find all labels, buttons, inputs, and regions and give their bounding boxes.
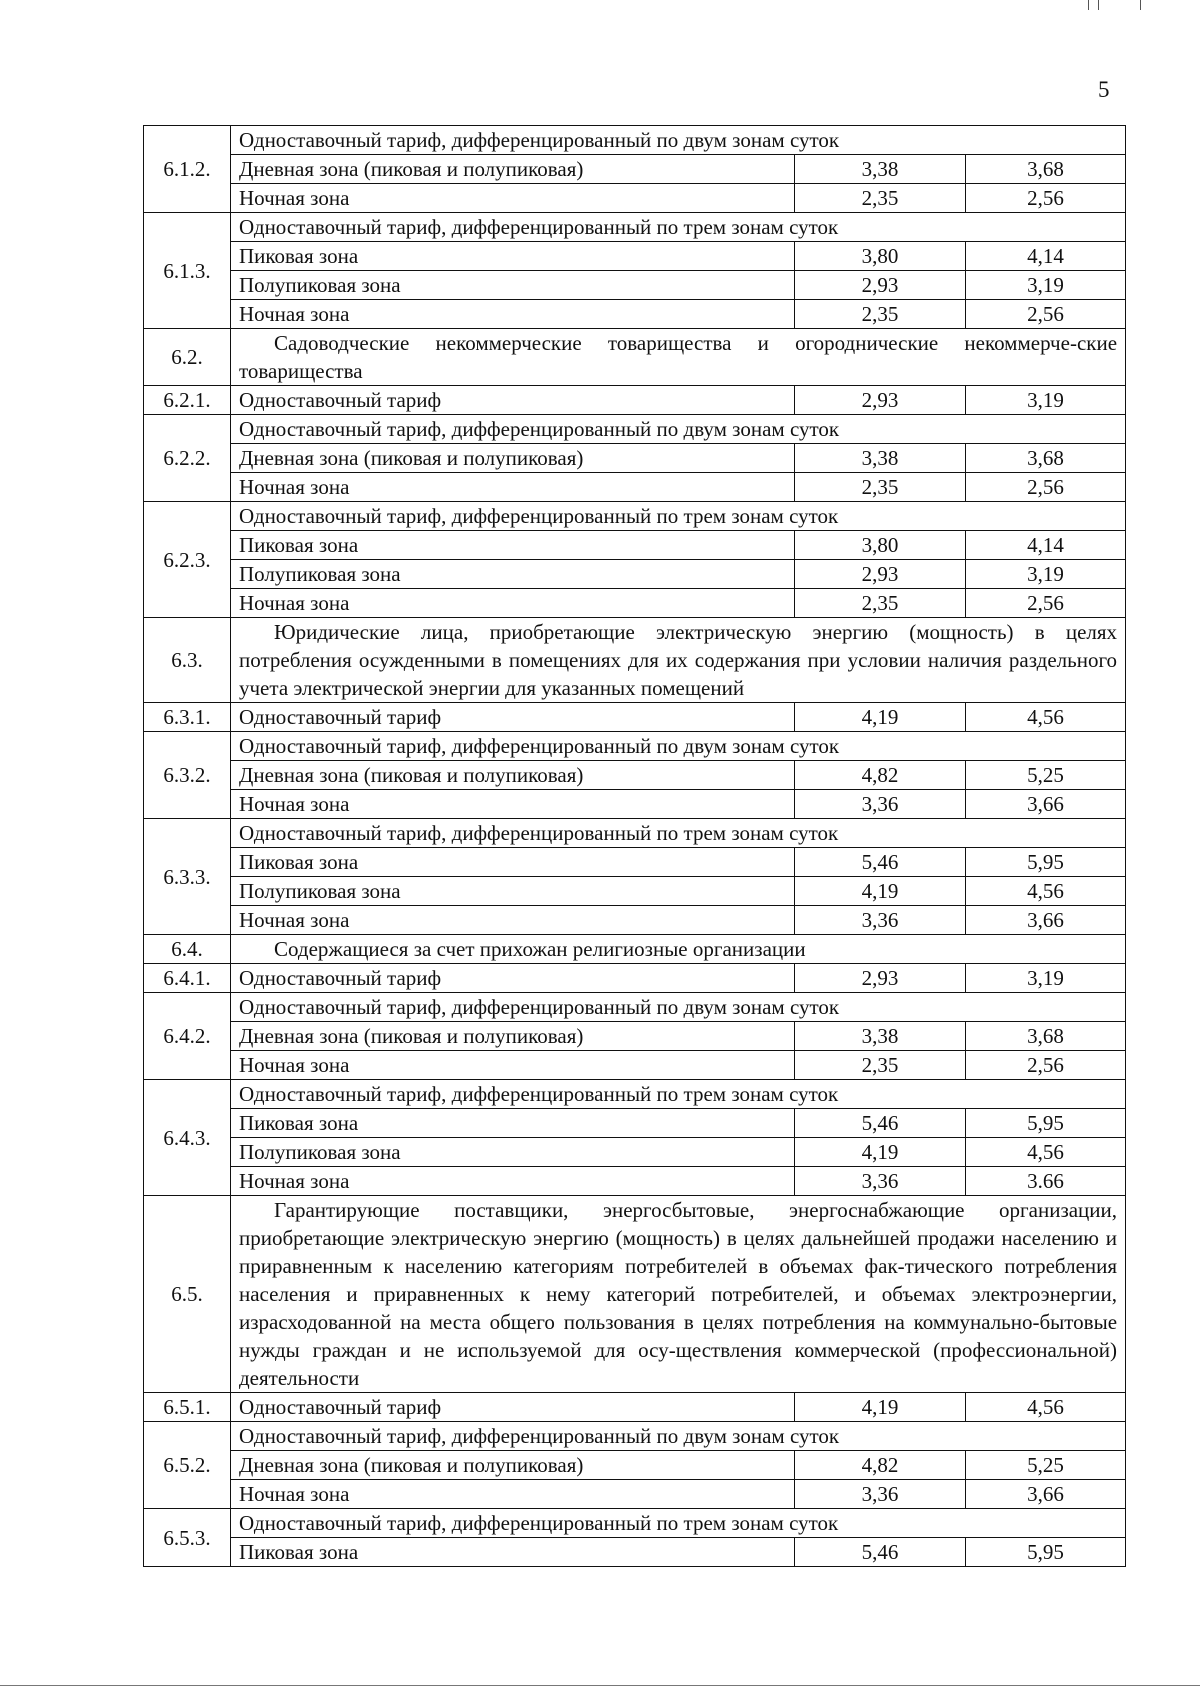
table-row (144, 213, 1126, 242)
page-number: 5 (1098, 77, 1110, 102)
scan-edge-mark (1088, 0, 1089, 10)
tariff-value-second: 3,66 (966, 906, 1126, 935)
tariff-name: Полупиковая зона (231, 877, 795, 906)
tariff-value-second: 4,56 (966, 877, 1126, 906)
table-row (144, 589, 1126, 618)
tariff-name: Пиковая зона (231, 531, 795, 560)
tariff-name: Дневная зона (пиковая и полупиковая) (231, 1022, 795, 1051)
tariff-name: Пиковая зона (231, 1109, 795, 1138)
tariff-type-heading: Одноставочный тариф, дифференцированный по двум зонам суток (231, 126, 1126, 155)
tariff-type-heading: Одноставочный тариф, дифференцированный по трем зонам суток (231, 1080, 1126, 1109)
tariff-value-first: 3,36 (795, 1480, 966, 1509)
tariff-value-second: 2,56 (966, 184, 1126, 213)
table-row (144, 444, 1126, 473)
tariff-name: Пиковая зона (231, 1538, 795, 1567)
tariff-name: Ночная зона (231, 790, 795, 819)
tariff-name: Пиковая зона (231, 242, 795, 271)
tariff-type-heading: Одноставочный тариф, дифференцированный по двум зонам суток (231, 732, 1126, 761)
tariff-value-first: 2,93 (795, 964, 966, 993)
tariff-value-first: 4,19 (795, 877, 966, 906)
table-row (144, 618, 1126, 703)
table-row (144, 993, 1126, 1022)
row-number: 6.3.3. (144, 819, 231, 935)
tariff-value-second: 5,25 (966, 1451, 1126, 1480)
table-row (144, 1138, 1126, 1167)
table-row (144, 703, 1126, 732)
row-number: 6.2. (144, 329, 231, 386)
tariff-value-first: 2,35 (795, 300, 966, 329)
table-row (144, 1451, 1126, 1480)
tariff-name: Пиковая зона (231, 848, 795, 877)
tariff-type-heading: Одноставочный тариф, дифференцированный по трем зонам суток (231, 213, 1126, 242)
tariff-value-second: 4,56 (966, 1138, 1126, 1167)
tariff-name: Полупиковая зона (231, 560, 795, 589)
tariff-name: Одноставочный тариф (231, 386, 795, 415)
tariff-type-heading: Одноставочный тариф, дифференцированный по трем зонам суток (231, 502, 1126, 531)
consumer-group-heading: Юридические лица, приобретающие электрическую энергию (мощность) в целях потребления осужденными в помещениях для их содержания при условии наличия раздельного учета электрической энергии для указанных помещений (231, 618, 1126, 703)
tariff-value-first: 3,36 (795, 906, 966, 935)
row-number: 6.4.2. (144, 993, 231, 1080)
tariff-value-second: 3,19 (966, 964, 1126, 993)
tariff-value-second: 3,66 (966, 1480, 1126, 1509)
tariff-value-second: 3,68 (966, 1022, 1126, 1051)
tariff-name: Дневная зона (пиковая и полупиковая) (231, 761, 795, 790)
tariff-name: Ночная зона (231, 589, 795, 618)
table-row (144, 848, 1126, 877)
tariff-value-first: 3,36 (795, 790, 966, 819)
table-row (144, 126, 1126, 155)
table-row (144, 531, 1126, 560)
table-row (144, 1022, 1126, 1051)
tariff-name: Ночная зона (231, 184, 795, 213)
tariff-name: Полупиковая зона (231, 1138, 795, 1167)
tariff-name: Ночная зона (231, 1051, 795, 1080)
tariff-value-first: 2,35 (795, 184, 966, 213)
tariff-value-second: 4,14 (966, 242, 1126, 271)
tariff-table (143, 125, 1126, 1567)
table-row (144, 1393, 1126, 1422)
tariff-name: Одноставочный тариф (231, 964, 795, 993)
tariff-value-first: 4,82 (795, 761, 966, 790)
table-row (144, 502, 1126, 531)
tariff-value-second: 3.66 (966, 1167, 1126, 1196)
table-row (144, 560, 1126, 589)
tariff-name: Ночная зона (231, 300, 795, 329)
tariff-value-second: 5,95 (966, 1109, 1126, 1138)
consumer-group-heading: Садоводческие некоммерческие товарищества и огороднические некоммерче-ские товарищества (231, 329, 1126, 386)
tariff-value-first: 4,19 (795, 1393, 966, 1422)
tariff-type-heading: Одноставочный тариф, дифференцированный по двум зонам суток (231, 415, 1126, 444)
table-row (144, 329, 1126, 386)
tariff-value-first: 3,38 (795, 444, 966, 473)
tariff-value-first: 3,38 (795, 1022, 966, 1051)
table-row (144, 1422, 1126, 1451)
tariff-value-first: 2,35 (795, 589, 966, 618)
tariff-value-first: 4,82 (795, 1451, 966, 1480)
row-number: 6.5. (144, 1196, 231, 1393)
tariff-value-second: 4,56 (966, 1393, 1126, 1422)
tariff-value-first: 5,46 (795, 848, 966, 877)
tariff-value-first: 5,46 (795, 1538, 966, 1567)
tariff-value-second: 2,56 (966, 473, 1126, 502)
tariff-type-heading: Одноставочный тариф, дифференцированный по трем зонам суток (231, 1509, 1126, 1538)
table-row (144, 184, 1126, 213)
table-row (144, 877, 1126, 906)
scan-edge-mark (1098, 0, 1099, 10)
table-row (144, 1509, 1126, 1538)
row-number: 6.1.3. (144, 213, 231, 329)
tariff-type-heading: Одноставочный тариф, дифференцированный по двум зонам суток (231, 993, 1126, 1022)
tariff-name: Одноставочный тариф (231, 703, 795, 732)
consumer-group-heading: Содержащиеся за счет прихожан религиозные организации (231, 935, 1126, 964)
tariff-value-first: 5,46 (795, 1109, 966, 1138)
table-row (144, 935, 1126, 964)
table-row (144, 1480, 1126, 1509)
table-row (144, 155, 1126, 184)
row-number: 6.4.3. (144, 1080, 231, 1196)
tariff-name: Дневная зона (пиковая и полупиковая) (231, 444, 795, 473)
table-row (144, 1196, 1126, 1393)
tariff-value-second: 5,25 (966, 761, 1126, 790)
tariff-value-second: 3,68 (966, 444, 1126, 473)
row-number: 6.5.2. (144, 1422, 231, 1509)
row-number: 6.2.3. (144, 502, 231, 618)
tariff-value-first: 2,93 (795, 386, 966, 415)
row-number: 6.4.1. (144, 964, 231, 993)
table-row (144, 732, 1126, 761)
tariff-value-first: 2,93 (795, 560, 966, 589)
tariff-value-first: 2,35 (795, 473, 966, 502)
row-number: 6.5.1. (144, 1393, 231, 1422)
tariff-name: Дневная зона (пиковая и полупиковая) (231, 1451, 795, 1480)
tariff-value-first: 3,38 (795, 155, 966, 184)
row-number: 6.1.2. (144, 126, 231, 213)
tariff-value-second: 4,56 (966, 703, 1126, 732)
tariff-value-first: 2,35 (795, 1051, 966, 1080)
row-number: 6.3. (144, 618, 231, 703)
tariff-value-second: 3,19 (966, 271, 1126, 300)
table-row (144, 271, 1126, 300)
tariff-value-second: 5,95 (966, 1538, 1126, 1567)
tariff-name: Одноставочный тариф (231, 1393, 795, 1422)
table-row (144, 761, 1126, 790)
table-row (144, 1538, 1126, 1567)
table-row (144, 1109, 1126, 1138)
tariff-value-first: 2,93 (795, 271, 966, 300)
row-number: 6.4. (144, 935, 231, 964)
row-number: 6.2.1. (144, 386, 231, 415)
table-row (144, 300, 1126, 329)
tariff-value-first: 3,80 (795, 531, 966, 560)
table-row (144, 415, 1126, 444)
table-row (144, 242, 1126, 271)
consumer-group-heading: Гарантирующие поставщики, энергосбытовые, энергоснабжающие организации, приобретающие электрическую энергию (мощность) в целях дальнейшей продажи населению и приравненным к населению категориям потребителей в объемах фак-тического потребления населения и приравненных к нему категорий потребителей, и объемах электроэнергии, израсходованной на места общего пользования в целях потребления на коммунально-бытовые нужды граждан и не используемой для осу-ществления коммерческой (профессиональной) деятельности (231, 1196, 1126, 1393)
tariff-value-second: 3,68 (966, 155, 1126, 184)
tariff-name: Дневная зона (пиковая и полупиковая) (231, 155, 795, 184)
table-row (144, 790, 1126, 819)
row-number: 6.2.2. (144, 415, 231, 502)
tariff-value-second: 2,56 (966, 589, 1126, 618)
tariff-value-first: 4,19 (795, 1138, 966, 1167)
row-number: 6.3.1. (144, 703, 231, 732)
table-row (144, 1080, 1126, 1109)
tariff-type-heading: Одноставочный тариф, дифференцированный по двум зонам суток (231, 1422, 1126, 1451)
table-row (144, 964, 1126, 993)
tariff-value-first: 3,36 (795, 1167, 966, 1196)
tariff-value-second: 3,19 (966, 560, 1126, 589)
scan-edge-mark (1140, 0, 1141, 10)
tariff-table-body (144, 126, 1126, 1567)
tariff-value-second: 3,19 (966, 386, 1126, 415)
tariff-value-first: 3,80 (795, 242, 966, 271)
tariff-name: Ночная зона (231, 906, 795, 935)
table-row (144, 386, 1126, 415)
tariff-value-second: 3,66 (966, 790, 1126, 819)
table-row (144, 906, 1126, 935)
tariff-value-second: 2,56 (966, 300, 1126, 329)
tariff-value-second: 4,14 (966, 531, 1126, 560)
tariff-name: Полупиковая зона (231, 271, 795, 300)
tariff-type-heading: Одноставочный тариф, дифференцированный по трем зонам суток (231, 819, 1126, 848)
table-row (144, 1051, 1126, 1080)
tariff-name: Ночная зона (231, 473, 795, 502)
tariff-name: Ночная зона (231, 1480, 795, 1509)
row-number: 6.5.3. (144, 1509, 231, 1567)
scan-bottom-line (0, 1685, 1200, 1686)
table-row (144, 473, 1126, 502)
table-row (144, 1167, 1126, 1196)
tariff-name: Ночная зона (231, 1167, 795, 1196)
tariff-value-second: 5,95 (966, 848, 1126, 877)
table-row (144, 819, 1126, 848)
row-number: 6.3.2. (144, 732, 231, 819)
tariff-value-second: 2,56 (966, 1051, 1126, 1080)
tariff-value-first: 4,19 (795, 703, 966, 732)
